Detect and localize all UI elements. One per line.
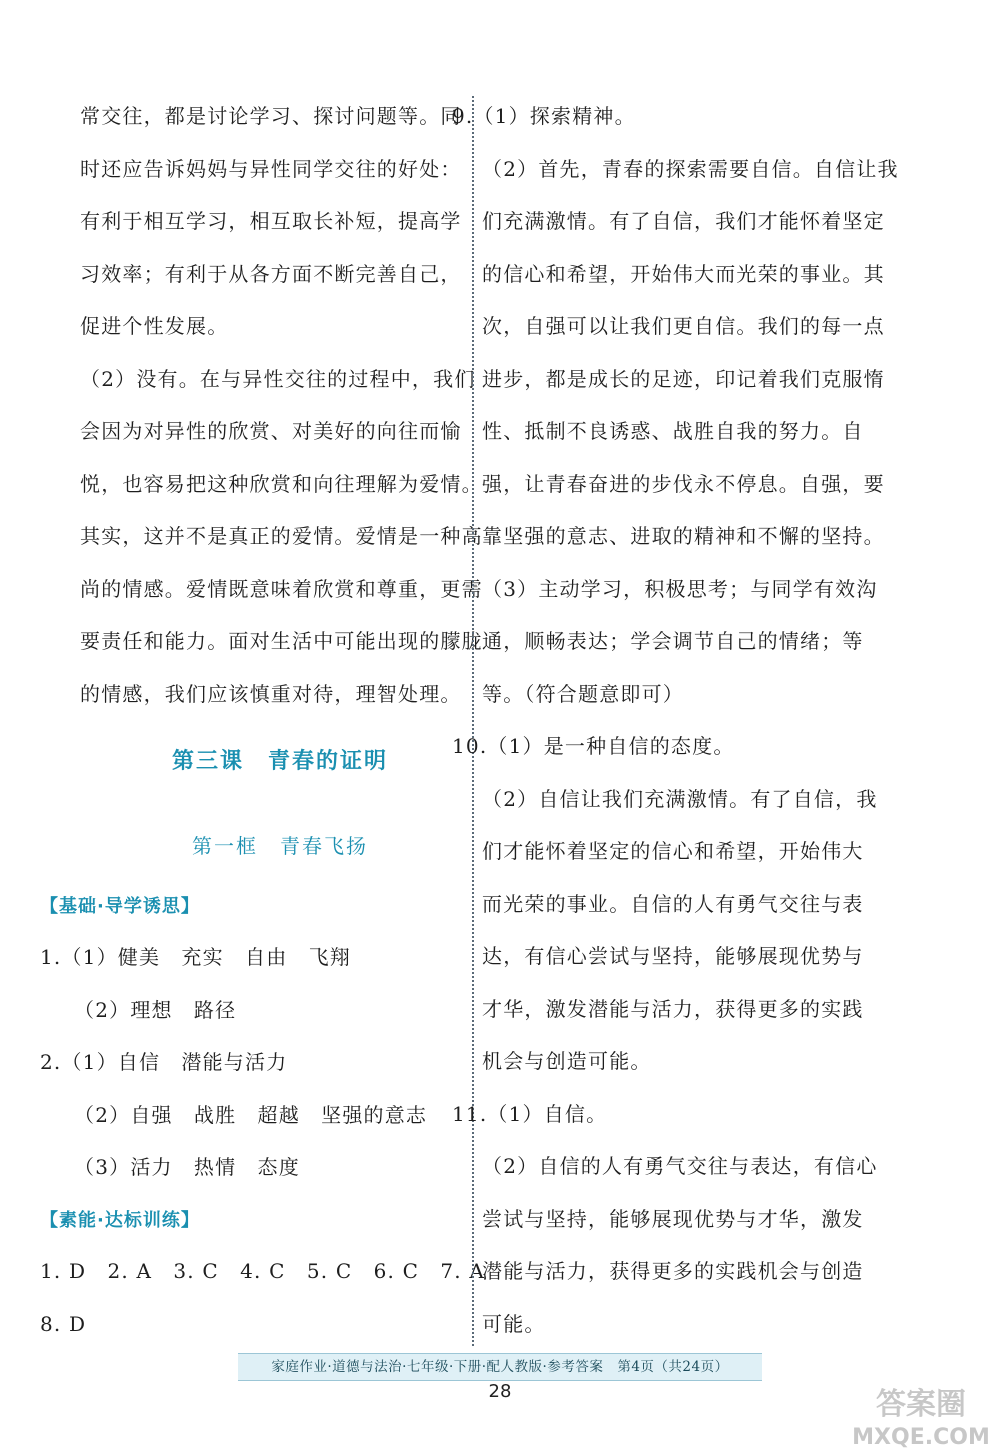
text-line: 10.（1）是一种自信的态度。 [452,734,735,758]
text-line: 达，有信心尝试与坚持，能够展现优势与 [482,944,864,968]
text-line: 才华，激发潜能与活力，获得更多的实践 [482,996,864,1021]
section-heading-training: 【素能·达标训练】 [40,1210,200,1231]
text-line: 尚的情感。爱情既意味着欣赏和尊重，更需 [80,576,483,601]
footer-banner: 家庭作业·道德与法治·七年级·下册·配人教版·参考答案 第4页（共24页） [238,1353,762,1381]
text-line: 常交往，都是讨论学习、探讨问题等。同 [80,104,462,128]
text-line: （2）自信的人有勇气交往与表达，有信心 [482,1154,878,1178]
answer-line: 1. D 2. A 3. C 4. C 5. C 6. C 7. A [40,1259,486,1283]
text-line: （2）自信让我们充满激情。有了自信，我 [482,786,878,811]
page-number: 28 [488,1381,512,1402]
watermark-logo [846,1380,996,1452]
text-line: 们充满激情。有了自信，我们才能怀着坚定 [482,209,885,233]
text-line: 11.（1）自信。 [452,1101,608,1126]
answer-line: （2）理想 路径 [74,997,237,1022]
training-answers [40,1245,486,1350]
text-line: 强，让青春奋进的步伐永不停息。自强，要 [482,471,885,496]
text-line: 靠坚强的意志、进取的精神和不懈的坚持。 [482,524,885,548]
text-line: 们才能怀着坚定的信心和希望，开始伟大 [482,839,864,863]
text-line: 其实，这并不是真正的爱情。爱情是一种高 [80,524,483,548]
text-line: 次，自强可以让我们更自信。我们的每一点 [482,314,885,338]
watermark-top-text: 答案圈 [876,1387,966,1422]
section-heading-basics: 【基础·导学诱思】 [40,896,200,917]
text-line: 促进个性发展。 [80,314,229,338]
text-line: （3）主动学习，积极思考；与同学有效沟 [482,576,878,601]
text-line: 潜能与活力，获得更多的实践机会与创造 [482,1259,864,1283]
text-line: 而光荣的事业。自信的人有勇气交往与表 [482,891,864,916]
text-line: 悦，也容易把这种欣赏和向往理解为爱情。 [80,471,483,496]
text-line: 要责任和能力。面对生活中可能出现的朦胧 [80,629,483,653]
text-line: 的情感，我们应该慎重对待，理智处理。 [80,681,462,706]
basics-answers [40,931,470,1194]
right-column [452,90,910,1350]
text-line: 机会与创造可能。 [482,1049,652,1073]
left-column [80,90,483,720]
text-line: 9.（1）探索精神。 [452,104,636,128]
text-line: 会因为对异性的欣赏、对美好的向往而愉 [80,419,462,443]
frame-title: 第一框 青春飞扬 [192,834,368,858]
text-line: 性、抵制不良诱惑、战胜自我的努力。自 [482,419,864,443]
text-line: 的信心和希望，开始伟大而光荣的事业。其 [482,261,885,286]
answer-line: 1.（1）健美 充实 自由 飞翔 [40,945,352,969]
text-line: 尝试与坚持，能够展现优势与才华，激发 [482,1206,864,1231]
text-line: （2）没有。在与异性交往的过程中，我们 [80,366,476,391]
lesson-title: 第三课 青春的证明 [171,749,388,774]
text-line: 时还应告诉妈妈与异性同学交往的好处： [80,156,462,181]
text-line: 通，顺畅表达；学会调节自己的情绪；等 [482,629,864,653]
text-line: 进步，都是成长的足迹，印记着我们克服惰 [482,366,885,391]
text-line: 习效率；有利于从各方面不断完善自己， [80,261,462,286]
text-line: 可能。 [482,1311,546,1336]
answer-line: （2）自强 战胜 超越 坚强的意志 [74,1102,428,1127]
answer-line: 2.（1）自信 潜能与活力 [40,1050,288,1074]
answer-line: 8. D [40,1311,87,1336]
watermark-bottom-text: MXQE.COM [852,1425,990,1450]
text-line: （2）首先，青春的探索需要自信。自信让我 [482,156,899,181]
text-line: 有利于相互学习，相互取长补短，提高学 [80,209,462,233]
text-line: 等。（符合题意即可） [482,681,684,706]
answer-line: （3）活力 热情 态度 [74,1155,300,1179]
